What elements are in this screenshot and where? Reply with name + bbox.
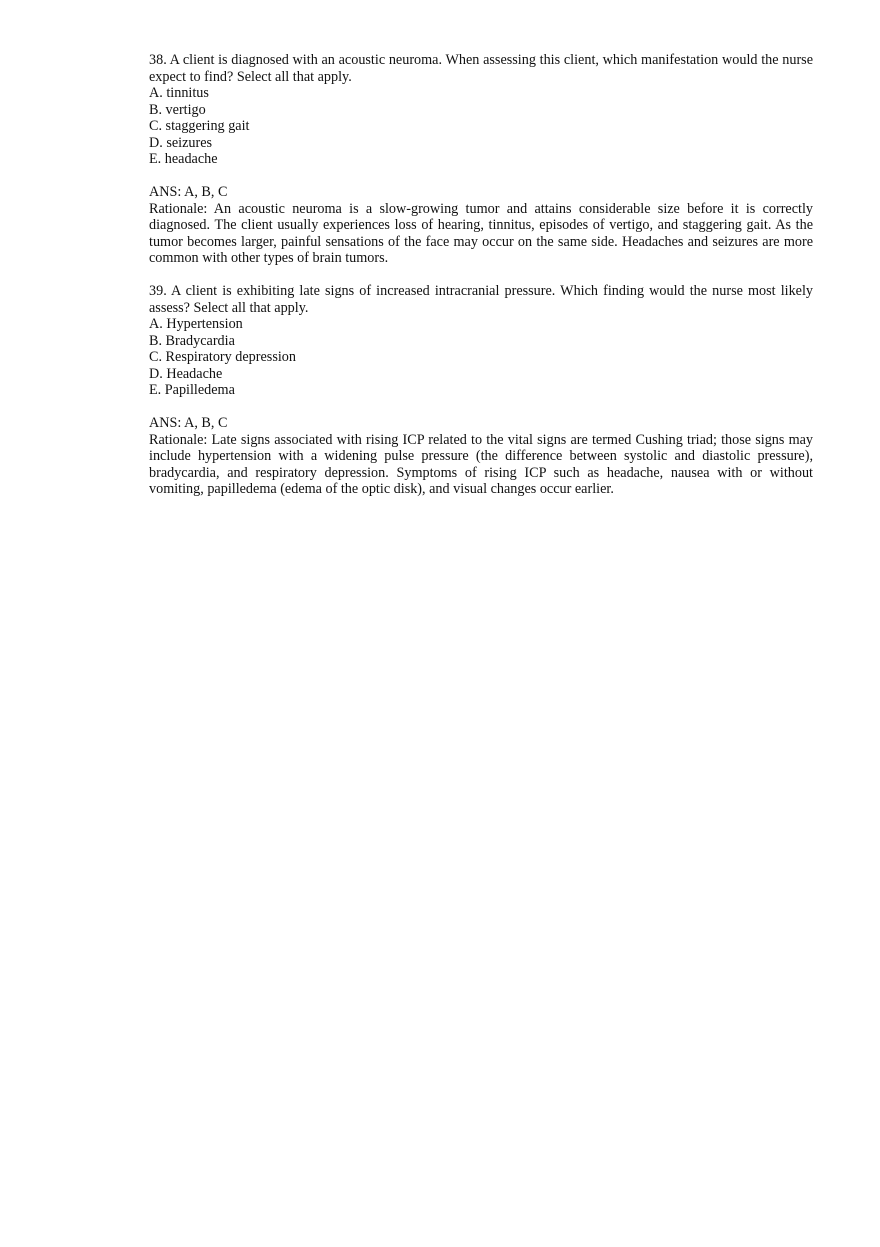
question-stem: 38. A client is diagnosed with an acoustic neuroma. When assessing this client, which manifestation would the nurse expect to find? Select all that apply. [149, 52, 817, 85]
answer-option: E. Papilledema [149, 382, 235, 398]
document-page [149, 52, 817, 514]
answer-39 [149, 415, 817, 498]
rationale-text: Rationale: Late signs associated with rising ICP related to the vital signs are termed Cushing triad; those signs may include hypertension with a widening pulse pressure (the difference between systolic and diastolic pressure), bradycardia, and respiratory depression. Symptoms of rising ICP such as headache, nausea with or without vomiting, papilledema (edema of the optic disk), and visual changes occur earlier. [149, 431, 817, 497]
answer-option: E. headache [149, 151, 218, 167]
answer-option: A. Hypertension [149, 316, 243, 332]
answer-option: B. Bradycardia [149, 332, 235, 349]
answer-key: ANS: A, B, C [149, 184, 228, 200]
answer-option: A. tinnitus [149, 85, 209, 101]
answer-option: D. Headache [149, 365, 223, 382]
question-39 [149, 283, 817, 399]
answer-key: ANS: A, B, C [149, 415, 228, 431]
answer-38 [149, 184, 817, 267]
answer-option: C. Respiratory depression [149, 349, 296, 365]
rationale-text: Rationale: An acoustic neuroma is a slow-growing tumor and attains considerable size before it is correctly diagnosed. The client usually experiences loss of hearing, tinnitus, episodes of vertigo, and staggering gait. As the tumor becomes larger, painful sensations of the face may occur on the same side. Headaches and seizures are more common with other types of brain tumors. [149, 200, 817, 266]
question-stem: 39. A client is exhibiting late signs of increased intracranial pressure. Which finding would the nurse most likely assess? Select all that apply. [149, 283, 817, 316]
answer-option: C. staggering gait [149, 118, 250, 134]
question-38 [149, 52, 817, 168]
answer-option: D. seizures [149, 134, 213, 151]
answer-option: B. vertigo [149, 101, 206, 118]
